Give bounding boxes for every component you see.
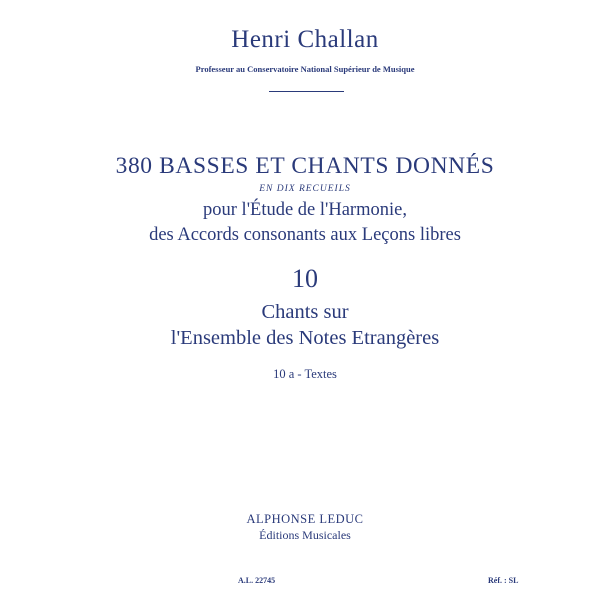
part-label: 10 a - Textes (273, 367, 337, 381)
publisher-name: ALPHONSE LEDUC (246, 512, 364, 526)
volume-number: 10 (292, 264, 318, 293)
collection-title-line-1: Chants sur (261, 301, 349, 323)
author-name: Henri Challan (231, 26, 379, 53)
divider-rule (269, 91, 344, 92)
catalog-number: A.L. 22745 (238, 576, 276, 585)
publisher-subtitle: Éditions Musicales (259, 528, 351, 542)
reference-code: Réf. : SL (488, 576, 519, 585)
work-title: 380 BASSES ET CHANTS DONNÉS (115, 153, 495, 179)
purpose-line-2: des Accords consonants aux Leçons libres (149, 225, 461, 245)
author-affiliation: Professeur au Conservatoire National Supérieur de Musique (195, 64, 415, 74)
purpose-line-1: pour l'Étude de l'Harmonie, (203, 200, 407, 220)
work-subtitle: EN DIX RECUEILS (259, 184, 351, 194)
collection-title-line-2: l'Ensemble des Notes Etrangères (170, 327, 440, 349)
